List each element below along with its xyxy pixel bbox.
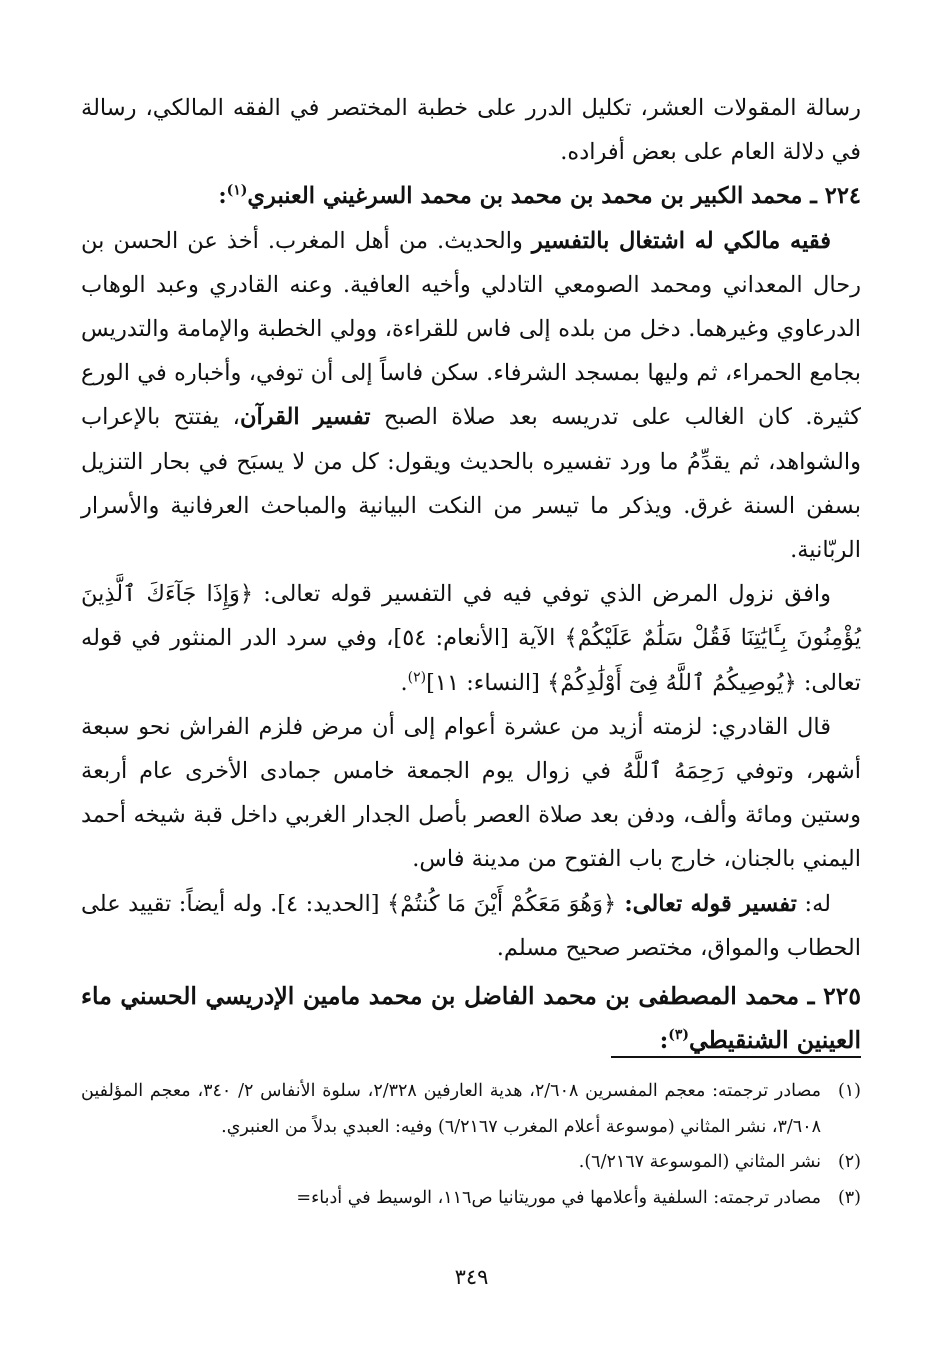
quran-verse: ﴿وَهُوَ مَعَكُمْ أَيْنَ مَا كُنتُمْ﴾ (387, 890, 617, 917)
paragraph-text: قال القادري: لزمته أزيد من عشرة أعوام إلى أن مرض فلزم الفراش نحو سبعة أشهر، وتوفي رَحِمَهُ ٱللَّهُ في زوال يوم الجمعة خامس جمادى الأخرى عام أربعة وستين ومائة وألف، ودفن بعد صلاة العصر بأصل الجدار الغربي داخل قبة شيخه أحمد اليمني بالجنان، خارج باب الفتوح من مدينة فاس. (81, 713, 861, 873)
paragraph-text: والحديث. من أهل المغرب. أخذ عن الحسن بن رحال المعداني ومحمد الصومعي التادلي وأخيه العافية. وعنه القادري وعبد الوهاب الدرعاوي وغيرهما. دخل من بلده إلى فاس للقراءة، وولي الخطبة والإمامة والتدريس بجامع الحمراء، ثم وليها بمسجد الشرفاء. سكن فاساً إلى أن توفي، وأخباره في الورع كثيرة. كان الغالب على تدريسه بعد صلاة الصبح (81, 227, 862, 431)
paragraph-text: ، يفتتح بالإعراب والشواهد، ثم يقدِّمُ ما ورد تفسيره بالحديث ويقول: كل من لا يسبَح في بحار التنزيل بسفن السنة غرق. ويذكر ما تيسر من النكت البيانية والمباحث العرفانية والأسرار الربّانية. (81, 404, 861, 564)
footnote-text: مصادر ترجمته: معجم المفسرين ٢/٦٠٨، هدية العارفين ٢/٣٢٨، سلوة الأنفاس ٢/ ٣٤٠، معجم المؤلفين ٣/٦٠٨، نشر المثاني (موسوعة أعلام المغرب ٦/٢١٦٧) وفيه: العبدي بدلاً من العنبري. (81, 1081, 822, 1137)
footnotes (81, 1074, 861, 1216)
quran-verse: ﴿وَإِذَا جَآءَكَ ٱلَّذِينَ يُؤْمِنُونَ بِـَٔايَٰتِنَا فَقُلْ سَلَٰمٌ عَلَيْكُمْ﴾ (81, 581, 861, 652)
bold-phrase: تفسير قوله تعالى: (616, 890, 797, 917)
footnote-number: (٣) (837, 1187, 861, 1208)
paragraph-text: رسالة المقولات العشر، تكليل الدرر على خطبة المختصر في الفقه المالكي، رسالة في دلالة العام على بعض أفراده. (81, 95, 861, 166)
paragraph-text: الآية [الأنعام: ٥٤]، وفي سرد الدر المنثور في قوله تعالى: (81, 625, 861, 696)
entry-number: ٢٢٥ ـ (807, 982, 861, 1011)
bold-phrase: تفسير القرآن (239, 404, 371, 431)
footnote-1 (81, 1074, 861, 1145)
entry-title: محمد الكبير بن محمد بن محمد بن محمد السرغيني العنبري (247, 183, 803, 210)
main-text (81, 86, 861, 1062)
colon: : (218, 183, 227, 210)
footnote-ref[interactable]: (١) (226, 182, 248, 199)
footnote-number: (٢) (837, 1152, 861, 1172)
verse-citation: [النساء: ١١] (426, 669, 548, 696)
entry-title: محمد المصطفى بن محمد الفاضل بن محمد مامين الإدريسي الحسني ماء العينين الشنقيطي (81, 982, 861, 1055)
footnote-text: مصادر ترجمته: السلفية وأعلامها في موريتانيا ص١١٦، الوسيط في أدباء= (296, 1187, 821, 1208)
period: . (400, 669, 408, 696)
paragraph-text: وافق نزول المرض الذي توفي فيه في التفسير قوله تعالى: (253, 581, 831, 608)
paragraph-works (81, 882, 861, 970)
footnote-3 (81, 1181, 861, 1217)
footnote-text: نشر المثاني (الموسوعة ٦/٢١٦٧). (578, 1152, 821, 1172)
paragraph-death-tafsir (81, 572, 861, 705)
footnote-ref[interactable]: (٣) (668, 1027, 690, 1044)
bold-phrase: فقيه مالكي له اشتغال بالتفسير (531, 227, 831, 254)
page-number: ٣٤٩ (454, 1265, 489, 1289)
footnote-ref[interactable]: (٢) (407, 669, 427, 686)
entry-number: ٢٢٤ ـ (810, 183, 861, 210)
entry-heading-225 (81, 974, 861, 1062)
paragraph-biography (81, 219, 861, 573)
colon: : (659, 1026, 669, 1055)
entry-heading-224 (81, 174, 861, 218)
paragraph-text: [الحديد: ٤]. وله أيضاً: تقييد على الحطاب والمواق، مختصر صحيح مسلم. (81, 890, 861, 961)
footnote-number: (١) (837, 1081, 861, 1101)
paragraph-works-continued (81, 86, 861, 174)
paragraph-qadiri (81, 705, 861, 882)
footnote-2 (81, 1145, 861, 1181)
quran-verse: ﴿يُوصِيكُمُ ٱللَّهُ فِىٓ أَوْلَٰدِكُمْ﴾ (547, 669, 797, 696)
paragraph-text: له: (796, 890, 831, 917)
footnote-separator (611, 1056, 861, 1058)
